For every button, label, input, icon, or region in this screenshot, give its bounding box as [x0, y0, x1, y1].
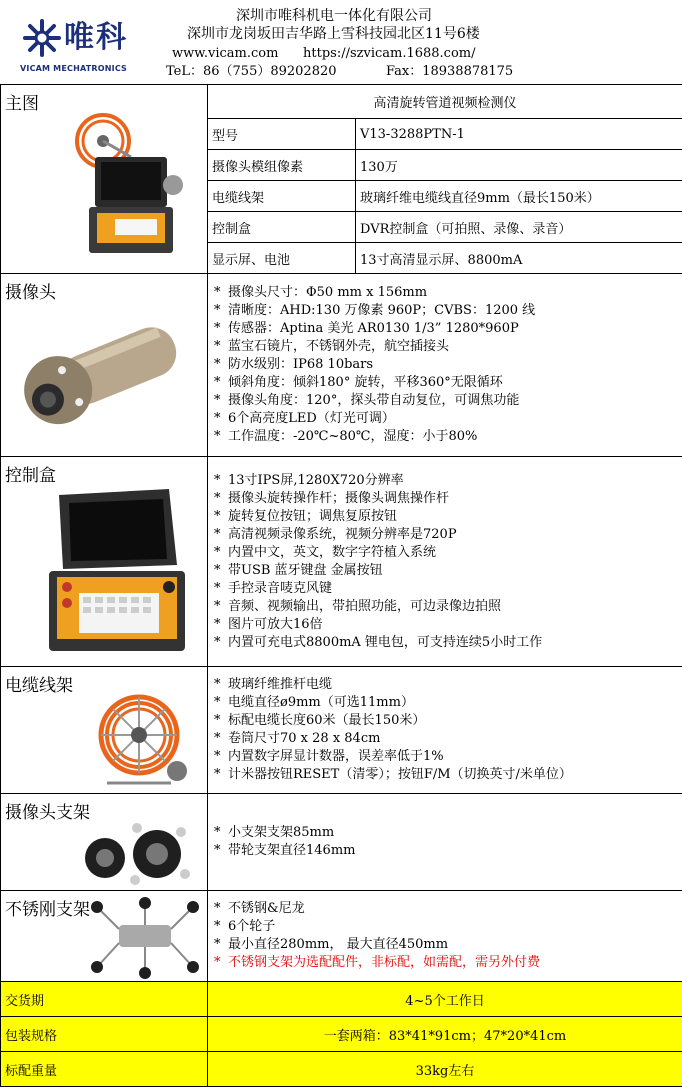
logo-mark-icon	[22, 18, 62, 58]
document-header	[0, 0, 682, 84]
spec-item: * 带USB 蓝牙键盘 金属按钮	[214, 562, 682, 580]
website-link[interactable]: www.vicam.com	[172, 46, 278, 62]
spec-item: * 工作温度：-20℃~80℃，湿度：小于80%	[214, 428, 682, 446]
spec-item: * 标配电缆长度60米（最长150米）	[214, 712, 682, 730]
spec-item: * 电缆直径ø9mm（可选11mm）	[214, 694, 682, 712]
spec-item: * 内置可充电式8800mA 锂电包，可支持连续5小时工作	[214, 634, 682, 652]
company-logo	[20, 16, 130, 78]
control-box-value: DVR控制盒（可拍照、录像、录音）	[356, 212, 682, 243]
spec-item: * 高清视频录像系统，视频分辨率是720P	[214, 526, 682, 544]
spec-item: * 带轮支架直径146mm	[214, 842, 682, 860]
main-image-cell	[1, 85, 208, 274]
spec-item: * 清晰度：AHD:130 万像素 960P；CVBS：1200 线	[214, 302, 682, 320]
packing-label: 包装规格	[1, 1017, 208, 1052]
control-box-image-cell	[1, 457, 208, 667]
company-name: 深圳市唯科机电一体化有限公司	[236, 8, 432, 24]
pixels-label: 摄像头模组像素	[208, 150, 356, 181]
spec-item: * 传感器：Aptina 美光 AR0130 1/3” 1280*960P	[214, 320, 682, 338]
spec-item: * 6个高亮度LED（灯光可调）	[214, 410, 682, 428]
logo-english-text: VICAM MECHATRONICS	[20, 64, 127, 73]
telephone: TeL：86（755）89202820	[166, 64, 337, 80]
spec-item: * 音频、视频输出，带拍照功能，可边录像边拍照	[214, 598, 682, 616]
camera-bracket-image	[77, 818, 197, 888]
model-value: V13-3288PTN-1	[356, 119, 682, 150]
control-box-image	[39, 487, 189, 659]
spec-item: * 倾斜角度：倾斜180° 旋转，平移360°无限循环	[214, 374, 682, 392]
section-title-control: 控制盒	[5, 461, 56, 486]
camera-image-cell	[1, 274, 208, 457]
spec-item: * 6个轮子	[214, 918, 682, 936]
section-title-main: 主图	[5, 89, 39, 114]
stainless-bracket-specs	[208, 891, 682, 982]
spec-item: * 计米器按钮RESET（清零）；按钮F/M（切换英寸/米单位）	[214, 766, 682, 784]
cable-reel-value: 玻璃纤维电缆线直径9mm（最长150米）	[356, 181, 682, 212]
packing-value: 一套两箱：83*41*91cm；47*20*41cm	[208, 1017, 682, 1052]
display-battery-label: 显示屏、电池	[208, 243, 356, 274]
section-title-reel: 电缆线架	[5, 671, 73, 696]
weight-label: 标配重量	[1, 1052, 208, 1087]
shop-link[interactable]: https://szvicam.1688.com/	[303, 46, 476, 62]
spec-item: * 小支架支架85mm	[214, 824, 682, 842]
control-box-label: 控制盒	[208, 212, 356, 243]
spec-item: * 卷筒尺寸70 x 28 x 84cm	[214, 730, 682, 748]
spec-item: * 摄像头旋转操作杆；摄像头调焦操作杆	[214, 490, 682, 508]
stainless-bracket-image	[85, 897, 205, 979]
display-battery-value: 13寸高清显示屏、8800mA	[356, 243, 682, 274]
camera-bracket-image-cell	[1, 794, 208, 891]
delivery-value: 4~5个工作日	[208, 982, 682, 1017]
control-box-specs	[208, 457, 682, 667]
spec-item: * 摄像头角度：120°，探头带自动复位，可调焦功能	[214, 392, 682, 410]
pixels-value: 130万	[356, 150, 682, 181]
spec-item: * 不锈钢&尼龙	[214, 900, 682, 918]
spec-item: * 摄像头尺寸：Φ50 mm x 156mm	[214, 284, 682, 302]
model-label: 型号	[208, 119, 356, 150]
delivery-label: 交货期	[1, 982, 208, 1017]
spec-item: * 手控录音唛克风键	[214, 580, 682, 598]
weight-value: 33kg左右	[208, 1052, 682, 1087]
spec-item: * 内置中文，英文，数字字符植入系统	[214, 544, 682, 562]
spec-item: * 最小直径280mm， 最大直径450mm	[214, 936, 682, 954]
company-address: 深圳市龙岗坂田吉华路上雪科技园北区11号6楼	[187, 26, 480, 42]
cable-reel-image-cell	[1, 667, 208, 794]
stainless-bracket-image-cell	[1, 891, 208, 982]
spec-item: * 内置数字屏显计数器，误差率低于1%	[214, 748, 682, 766]
spec-item: * 旋转复位按钮；调焦复原按钮	[214, 508, 682, 526]
inspection-system-image	[63, 109, 203, 259]
cable-reel-image	[93, 689, 193, 789]
fax: Fax：18938878175	[386, 64, 513, 80]
spec-item: * 玻璃纤维推杆电缆	[214, 676, 682, 694]
optional-accessory-note: * 不锈钢支架为选配配件，非标配，如需配，需另外付费	[214, 954, 682, 972]
section-title-camera-bracket: 摄像头支架	[5, 798, 90, 823]
camera-bracket-specs	[208, 794, 682, 891]
spec-item: * 防水级别：IP68 10bars	[214, 356, 682, 374]
spec-item: * 13寸IPS屏,1280X720分辨率	[214, 472, 682, 490]
camera-head-image	[11, 306, 191, 446]
cable-reel-specs	[208, 667, 682, 794]
section-title-stainless-bracket: 不锈刚支架	[5, 895, 90, 920]
product-title: 高清旋转管道视频检测仪	[208, 85, 682, 119]
spec-item: * 图片可放大16倍	[214, 616, 682, 634]
spec-table	[0, 84, 682, 1087]
cable-reel-label: 电缆线架	[208, 181, 356, 212]
section-title-camera: 摄像头	[5, 278, 56, 303]
spec-item: * 蓝宝石镜片，不锈钢外壳，航空插接头	[214, 338, 682, 356]
camera-specs	[208, 274, 682, 457]
logo-chinese-text: 唯科	[64, 20, 128, 56]
